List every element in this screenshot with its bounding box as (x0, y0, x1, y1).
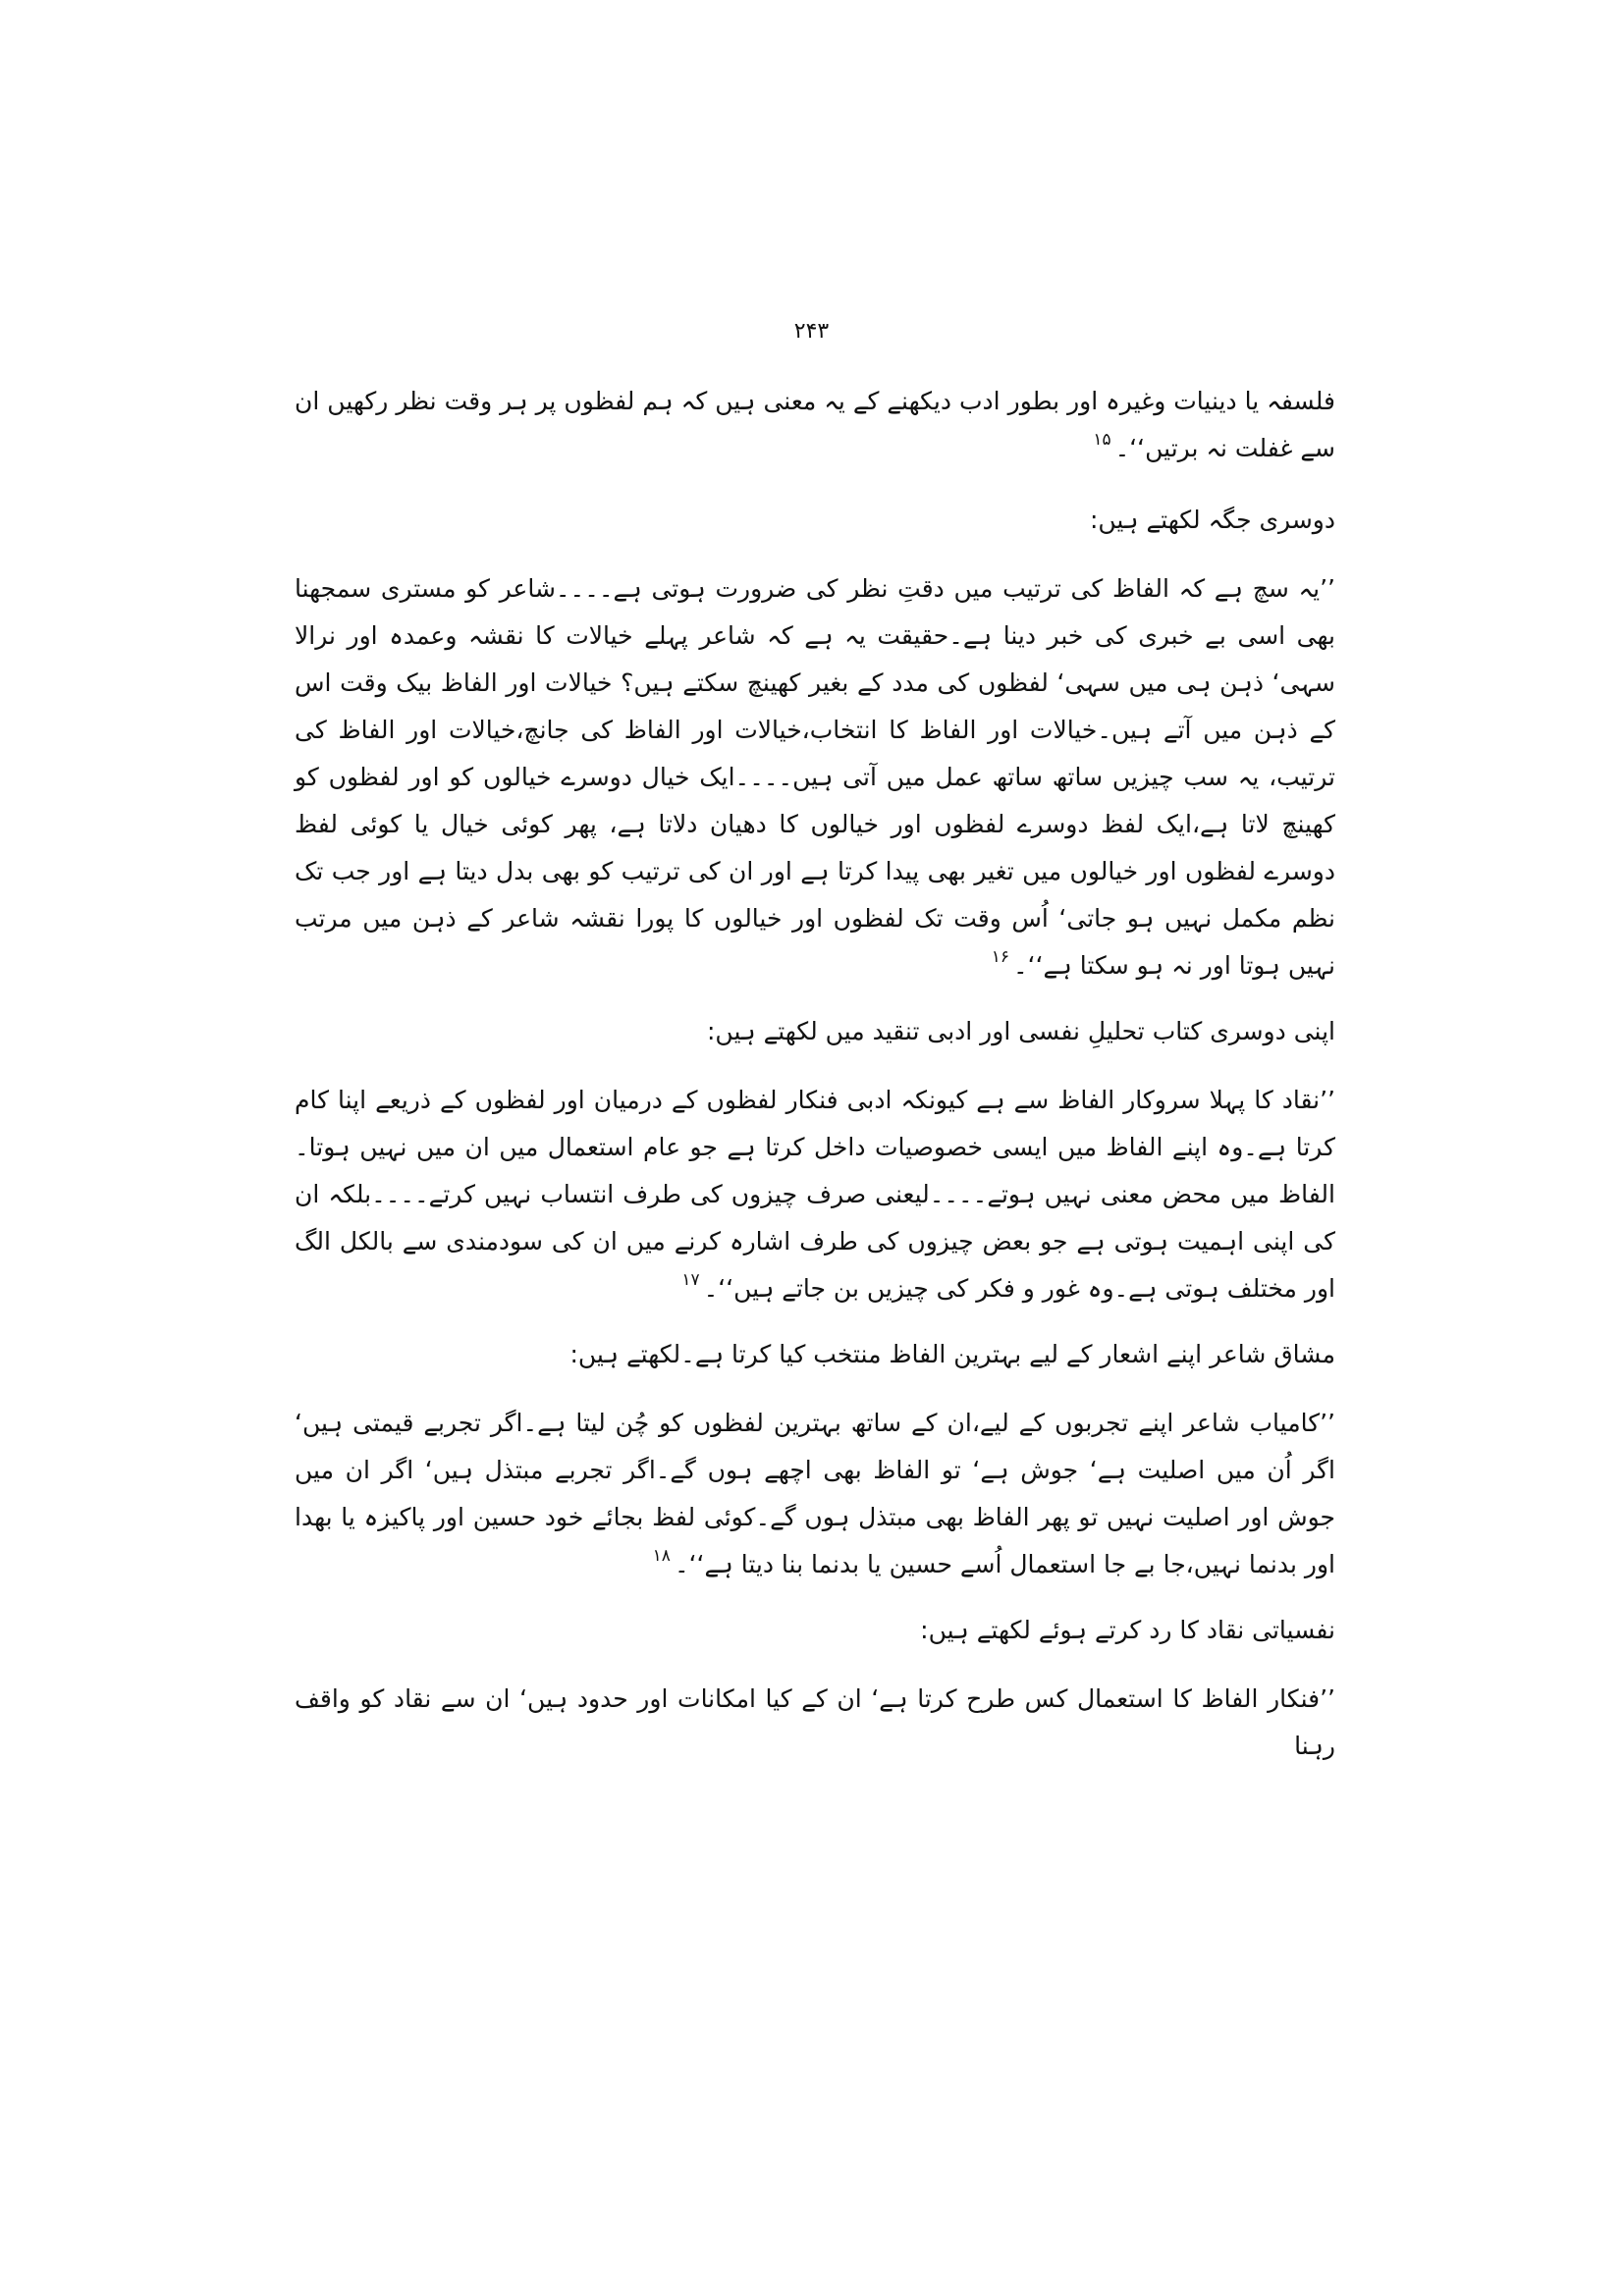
page-number: ۲۴۳ (793, 319, 830, 344)
footnote-marker: ۱۷ (681, 1270, 700, 1290)
block-quote (295, 1400, 1335, 1591)
quote-text: ’’نقاد کا پہلا سروکار الفاظ سے ہے کیونکہ ادبی فنکار لفظوں کے درمیان اور لفظوں کے ذریعے اپنا کام کرتا ہے۔وہ اپنے الفاظ میں ایسی خصوصیات داخل کرتا ہے جو عام استعمال میں ان میں نہیں ہوتا۔الفاظ میں محض معنی نہیں ہوتے۔۔۔۔لیعنی صرف چیزوں کی طرف انتساب نہیں کرتے۔۔۔۔بلکہ ان کی اپنی اہمیت ہوتی ہے جو بعض چیزوں کی طرف اشارہ کرنے میں ان کی سودمندی سے بالکل الگ اور مختلف ہوتی ہے۔وہ غور و فکر کی چیزیں بن جاتے ہیں‘‘۔ (295, 1086, 1335, 1303)
paragraph-continuation (295, 378, 1335, 475)
quote-text: ’’یہ سچ ہے کہ الفاظ کی ترتیب میں دقتِ نظر کی ضرورت ہوتی ہے۔۔۔۔شاعر کو مستری سمجھنا بھی اسی بے خبری کی خبر دینا ہے۔حقیقت یہ ہے کہ شاعر پہلے خیالات کا نقشہ وعمدہ اور نرالا سہی‘ ذہن ہی میں سہی‘ لفظوں کی مدد کے بغیر کھینچ سکتے ہیں؟ خیالات اور الفاظ بیک وقت اس کے ذہن میں آتے ہیں۔خیالات اور الفاظ کا انتخاب،خیالات اور الفاظ کی جانچ،خیالات اور الفاظ کی ترتیب، یہ سب چیزیں ساتھ ساتھ عمل میں آتی ہیں۔۔۔۔ایک خیال دوسرے خیالوں کو اور لفظوں کو کھینچ لاتا ہے،ایک لفظ دوسرے لفظوں اور خیالوں کا دھیان دلاتا ہے، پھر کوئی خیال یا کوئی لفظ دوسرے لفظوں اور خیالوں میں تغیر بھی پیدا کرتا ہے اور ان کی ترتیب کو بھی بدل دیتا ہے اور جب تک نظم مکمل نہیں ہو جاتی‘ اُس وقت تک لفظوں اور خیالوں کا پورا نقشہ شاعر کے ذہن میں مرتب نہیں ہوتا اور نہ ہو سکتا ہے‘‘۔ (295, 574, 1335, 980)
quote-text: ’’کامیاب شاعر اپنے تجربوں کے لیے،ان کے ساتھ بہترین لفظوں کو چُن لیتا ہے۔اگر تجربے قیمتی ہیں‘ اگر اُن میں اصلیت ہے‘ جوش ہے‘ تو الفاظ بھی اچھے ہوں گے۔اگر تجربے مبتذل ہیں‘ اگر ان میں جوش اور اصلیت نہیں تو پھر الفاظ بھی مبتذل ہوں گے۔کوئی لفظ بجائے خود حسین اور پاکیزہ یا بھدا اور بدنما نہیں،جا بے جا استعمال اُسے حسین یا بدنما بنا دیتا ہے‘‘۔ (295, 1409, 1335, 1578)
lead-in-text: مشاق شاعر اپنے اشعار کے لیے بہترین الفاظ منتخب کیا کرتا ہے۔لکھتے ہیں: (569, 1340, 1335, 1368)
footnote-marker: ۱۶ (991, 947, 1009, 967)
quote-text: ’’فنکار الفاظ کا استعمال کس طرح کرتا ہے‘ ان کے کیا امکانات اور حدود ہیں‘ ان سے نقاد کو واقف رہنا (295, 1684, 1335, 1760)
footnote-marker: ۱۸ (652, 1546, 671, 1566)
lead-in-text: نفسیاتی نقاد کا رد کرتے ہوئے لکھتے ہیں: (920, 1616, 1335, 1644)
block-quote (295, 565, 1335, 992)
footnote-marker: ۱۵ (1093, 430, 1111, 450)
block-quote-open (295, 1676, 1335, 1770)
page-body (295, 378, 1335, 1786)
lead-in-text: دوسری جگہ لکھتے ہیں: (1089, 506, 1335, 534)
lead-in-text: اپنی دوسری کتاب تحلیلِ نفسی اور ادبی تنقید میں لکھتے ہیں: (707, 1017, 1335, 1045)
paragraph-text: فلسفہ یا دینیات وغیرہ اور بطور ادب دیکھنے کے یہ معنی ہیں کہ ہم لفظوں پر ہر وقت نظر رکھیں ان سے غفلت نہ برتیں‘‘۔ (295, 387, 1335, 462)
block-quote (295, 1077, 1335, 1315)
